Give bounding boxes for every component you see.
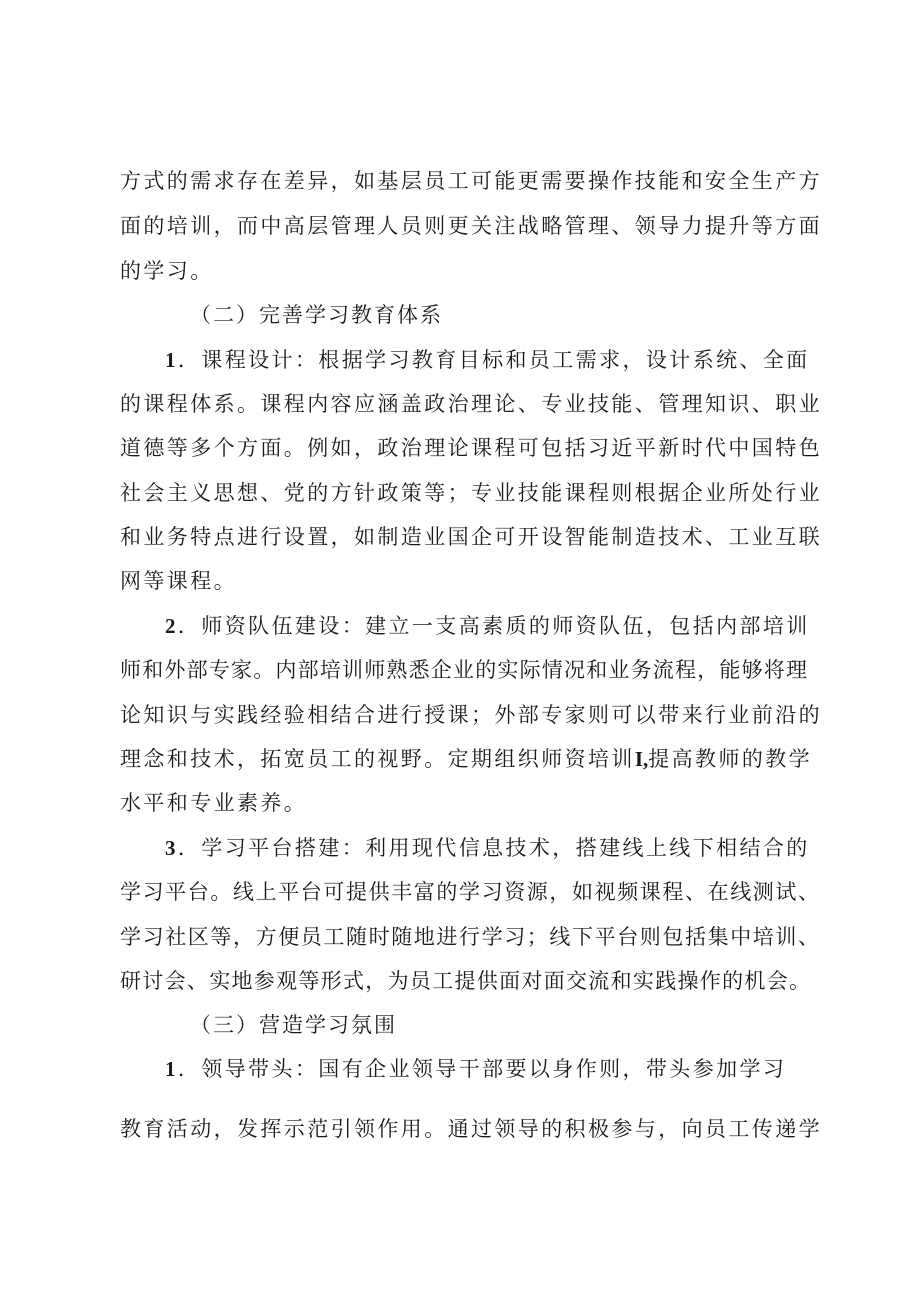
item-number: 2 <box>165 614 178 638</box>
paragraph-line: 研讨会、实地参观等形式，为员工提供面对面交流和实践操作的机会。 <box>120 969 812 993</box>
item-number: 1 <box>165 1057 178 1081</box>
item-text: ．师资队伍建设：建立一支高素质的师资队伍，包括内部培训 <box>177 614 810 638</box>
item-text: ．学习平台搭建：利用现代信息技术，搭建线上线下相结合的 <box>177 836 810 860</box>
paragraph-line: 教育活动，发挥示范引领作用。通过领导的积极参与，向员工传递学 <box>120 1117 822 1141</box>
item-text: ．课程设计：根据学习教育目标和员工需求，设计系统、全面 <box>177 348 810 372</box>
paragraph-line: 师和外部专家。内部培训师熟悉企业的实际情况和业务流程，能够将理 <box>120 658 809 682</box>
section-heading: （三）营造学习氛围 <box>190 1013 397 1037</box>
item-number: 1 <box>165 348 178 372</box>
list-item-first-line <box>165 833 865 863</box>
item-text: ．领导带头：国有企业领导干部要以身作则，带头参加学习 <box>177 1057 787 1081</box>
paragraph-line: 学习平台。线上平台可提供丰富的学习资源，如视频课程、在线测试、 <box>120 880 821 904</box>
line-text: 提高教师的教学 <box>648 747 813 771</box>
paragraph-line: 社会主义思想、党的方针政策等；专业技能课程则根据企业所处行业 <box>120 481 822 505</box>
list-item-first-line <box>165 611 865 641</box>
paragraph-line: 道德等多个方面。例如，政治理论课程可包括习近平新时代中国特色 <box>120 436 822 460</box>
line-text: 理念和技术，拓宽员工的视野。定期组织师资培训 <box>120 747 635 771</box>
paragraph-line: 的学习。 <box>120 259 214 283</box>
item-number: 3 <box>165 836 178 860</box>
paragraph-line: 的课程体系。课程内容应涵盖政治理论、专业技能、管理知识、职业 <box>120 392 822 416</box>
list-item-first-line <box>165 1054 865 1084</box>
paragraph-line: 方式的需求存在差异，如基层员工可能更需要操作技能和安全生产方 <box>120 169 822 193</box>
paragraph-line: 水平和专业素养。 <box>120 791 308 815</box>
section-heading: （二）完善学习教育体系 <box>190 303 443 327</box>
typo-mark: I, <box>634 747 649 771</box>
paragraph-line: 论知识与实践经验相结合进行授课；外部专家则可以带来行业前沿的 <box>120 703 822 727</box>
paragraph-line: 网等课程。 <box>120 569 237 593</box>
paragraph-line: 和业务特点进行设置，如制造业国企可开设智能制造技术、工业互联 <box>120 525 822 549</box>
list-item-first-line <box>165 345 865 375</box>
paragraph-line: 面的培训，而中高层管理人员则更关注战略管理、领导力提升等方面 <box>120 214 822 238</box>
paragraph-line <box>120 744 820 774</box>
paragraph-line: 学习社区等，方便员工随时随地进行学习；线下平台则包括集中培训、 <box>120 925 821 949</box>
